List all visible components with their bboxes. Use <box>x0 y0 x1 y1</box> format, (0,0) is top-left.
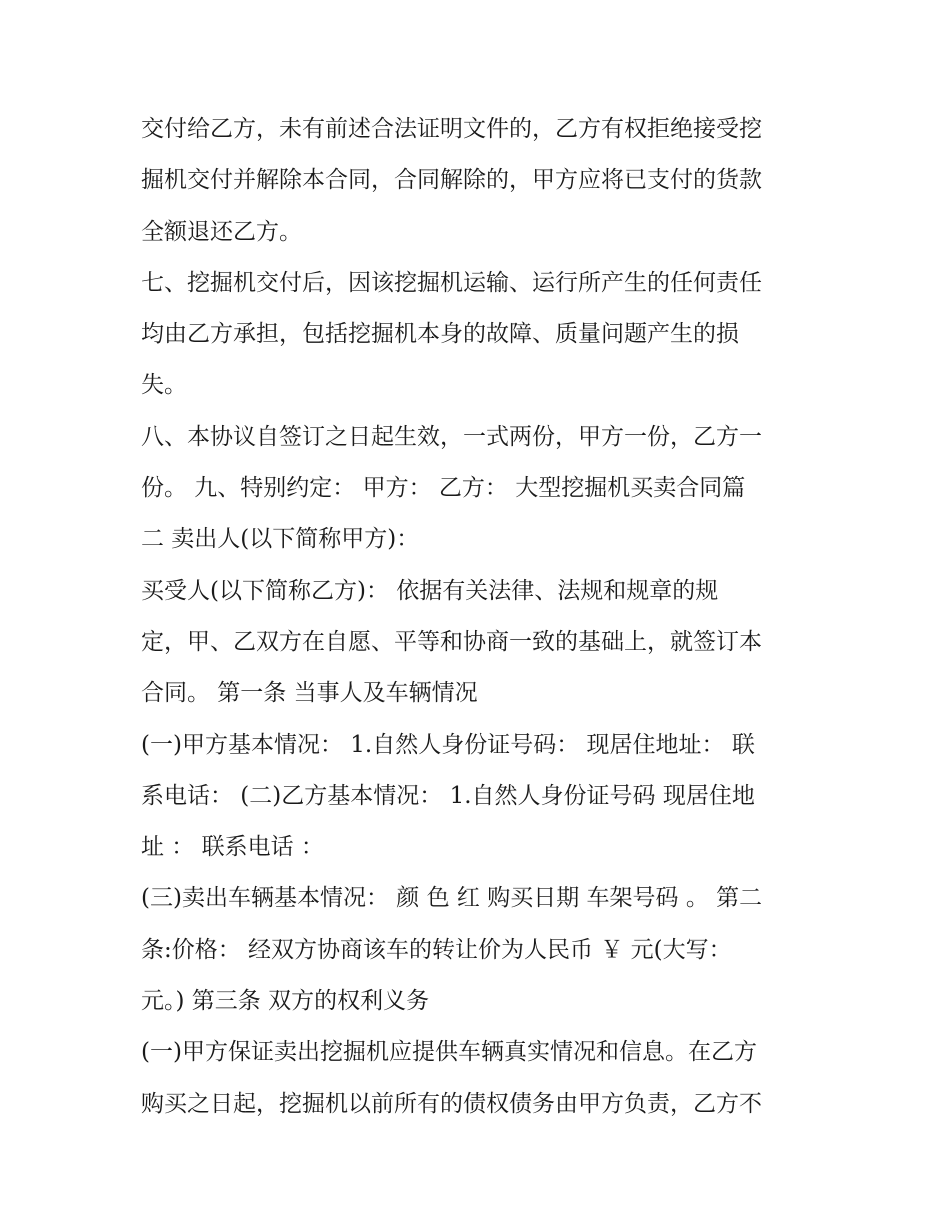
text-line: 买受人(以下简称乙方)： 依据有关法律、法规和规章的规 <box>141 577 719 604</box>
text-line: 条:价格： 经双方协商该车的转让价为人民币 ￥ 元(大写： <box>141 936 732 963</box>
text-line: 失。 <box>141 372 187 399</box>
text-line: (一)甲方基本情况： 1.自然人身份证号码： 现居住地址： 联 <box>141 731 755 758</box>
text-line: (一)甲方保证卖出挖掘机应提供车辆真实情况和信息。在乙方 <box>141 1039 757 1066</box>
text-line: 二 卖出人(以下简称甲方)： <box>141 526 420 553</box>
text-line: 七、挖掘机交付后，因该挖掘机运输、运行所产生的任何责任 <box>141 269 762 296</box>
text-line: 定，甲、乙双方在自愿、平等和协商一致的基础上，就签订本 <box>141 628 762 655</box>
text-line: 八、本协议自签订之日起生效，一式两份，甲方一份，乙方一 <box>141 423 762 450</box>
text-line: 购买之日起，挖掘机以前所有的债权债务由甲方负责，乙方不 <box>141 1090 762 1117</box>
text-line: 址 ： 联系电话 ： <box>141 834 324 861</box>
text-line: 掘机交付并解除本合同，合同解除的，甲方应将已支付的货款 <box>141 167 762 194</box>
text-line: 元。) 第三条 双方的权利义务 <box>141 988 430 1015</box>
text-line: 合同。 第一条 当事人及车辆情况 <box>141 680 478 707</box>
text-line: 份。 九、特别约定： 甲方： 乙方： 大型挖掘机买卖合同篇 <box>141 475 746 502</box>
text-line: 全额退还乙方。 <box>141 218 302 245</box>
text-line: (三)卖出车辆基本情况： 颜 色 红 购买日期 车架号码 。 第二 <box>141 885 763 912</box>
text-line: 系电话： (二)乙方基本情况： 1.自然人身份证号码 现居住地 <box>141 782 755 809</box>
text-line: 均由乙方承担，包括挖掘机本身的故障、质量问题产生的损 <box>141 321 739 348</box>
text-line: 交付给乙方，未有前述合法证明文件的，乙方有权拒绝接受挖 <box>141 116 762 142</box>
contract-text <box>141 104 821 1130</box>
